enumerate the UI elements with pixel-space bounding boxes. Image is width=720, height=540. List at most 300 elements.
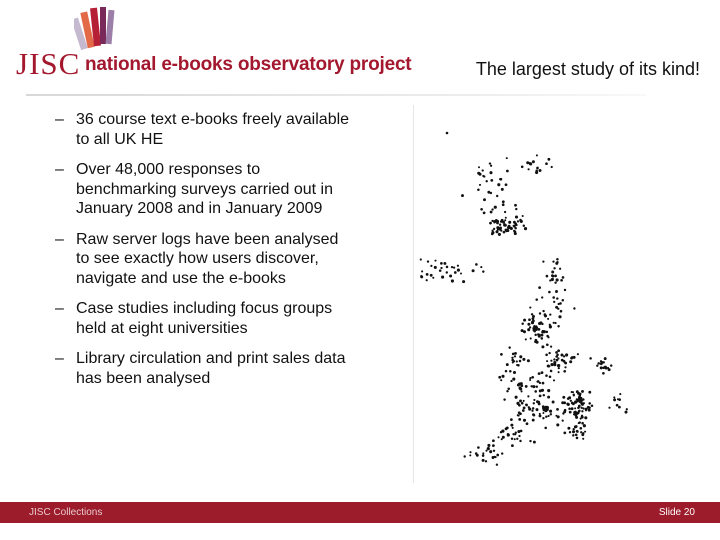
respondent-dot [545,415,547,417]
respondent-dot [538,286,541,289]
respondent-dot [527,328,530,331]
respondent-dot [508,346,510,348]
respondent-dot [503,231,506,234]
respondent-dot [535,170,537,172]
respondent-dot [487,447,490,450]
respondent-dot [529,440,531,442]
respondent-dot [613,396,615,398]
respondent-dot [446,271,448,273]
respondent-dot [446,132,449,135]
respondent-dot [553,363,556,366]
respondent-dot [541,334,544,337]
respondent-dot [453,266,455,268]
respondent-dot [532,385,535,388]
respondent-dot [580,418,582,420]
respondent-dot [551,166,553,168]
respondent-dot [478,166,480,168]
respondent-dot [469,451,471,453]
respondent-dot [625,411,628,414]
respondent-dot [519,360,522,363]
respondent-dot [477,172,480,175]
respondent-dot [591,405,594,408]
respondent-dot [560,310,563,313]
respondent-dot [597,362,600,365]
respondent-dot [554,322,556,324]
respondent-dot [546,331,549,334]
respondent-dot [577,392,580,395]
respondent-dot [547,396,550,399]
respondent-dot [502,436,505,439]
respondent-dot [546,335,549,338]
respondent-dot [521,402,524,405]
respondent-dot [505,427,508,430]
respondent-dot [569,431,571,433]
respondent-dot [426,279,428,281]
respondent-dot [460,272,462,274]
respondent-dot [518,418,521,421]
respondent-dot [475,452,478,455]
respondent-dot [616,404,619,407]
respondent-dot [558,315,561,318]
respondent-dot [514,438,516,440]
respondent-dot [539,312,541,314]
respondent-dot [542,417,544,419]
respondent-dot [579,427,582,430]
respondent-dot [507,388,510,391]
respondent-dot [514,355,516,357]
respondent-dot [575,416,578,419]
respondent-dot [553,322,555,324]
respondent-dot [571,407,574,410]
respondent-dot [557,349,560,352]
respondent-dot [569,411,572,414]
respondent-dot [538,334,540,336]
respondent-dot [514,204,517,207]
respondent-dot [472,269,475,272]
respondent-dot [519,440,521,442]
respondent-dot [498,376,501,379]
bullet-dash: – [55,350,64,367]
respondent-dot [568,408,571,411]
respondent-dot [555,262,558,265]
slide-number: Slide 20 [658,507,695,518]
respondent-dot [499,227,502,230]
respondent-dot [490,179,493,182]
respondent-dot [563,410,566,413]
respondent-dot [539,414,542,417]
respondent-dot [548,415,550,417]
respondent-dot [519,387,522,390]
respondent-dot [550,413,552,415]
respondent-dot [475,263,478,266]
respondent-dot [523,225,525,227]
respondent-dot [534,390,537,393]
respondent-dot [575,425,578,428]
respondent-dot [522,215,524,217]
respondent-dot [541,323,543,325]
respondent-dot [518,411,521,414]
respondent-dot [501,375,504,378]
respondent-dot [582,407,584,409]
respondent-dot [501,452,503,454]
respondent-dot [525,338,527,340]
respondent-dot [505,228,508,231]
respondent-dot [548,291,551,294]
respondent-dot [604,357,607,360]
bullet-text: 36 course text e-books freely available to all UK HE [76,111,350,148]
respondent-dot [513,371,516,374]
respondent-dot [519,219,522,222]
respondent-dot [506,170,509,173]
respondent-dot [542,310,544,312]
respondent-dot [510,424,513,427]
respondent-dot [555,415,557,417]
books-icon [74,4,134,54]
respondent-dot [558,303,560,305]
respondent-dot [432,277,434,279]
respondent-dot [510,418,513,421]
respondent-dot [547,389,550,392]
respondent-dot [545,162,548,165]
respondent-dot [526,422,529,425]
respondent-dot [580,399,583,402]
respondent-dot [516,360,518,362]
respondent-dot [549,313,551,315]
respondent-dot [457,265,459,267]
respondent-dot [531,313,533,315]
respondent-dot [457,269,460,272]
respondent-dot [496,195,498,197]
respondent-dot [581,410,583,412]
respondent-dot [564,289,566,291]
respondent-dot [520,384,523,387]
respondent-dot [451,279,454,282]
respondent-dot [561,401,564,404]
respondent-dot [562,396,565,399]
respondent-dot [582,438,584,440]
respondent-dot [545,374,548,377]
respondent-dot [485,460,487,462]
respondent-dot [527,395,529,397]
respondent-dot [430,274,433,277]
respondent-dot [531,376,534,379]
respondent-dot [523,400,525,402]
respondent-dot [533,402,535,404]
respondent-dot [489,222,492,225]
respondent-dot [504,211,506,213]
respondent-dot [511,438,513,440]
respondent-dot [499,224,501,226]
respondent-dot [491,220,493,222]
respondent-dot [527,359,530,362]
respondent-dot [519,355,522,358]
respondent-dot [527,323,530,326]
respondent-dot [532,317,535,320]
respondent-dot [547,365,550,368]
respondent-dot [536,408,539,411]
respondent-dot [574,407,576,409]
respondent-dot [506,157,508,159]
respondent-dot [538,403,541,406]
respondent-dot [573,356,576,359]
respondent-dot [486,180,488,182]
respondent-dot [555,351,558,354]
respondent-dot [528,408,531,411]
respondent-dot [577,407,579,409]
respondent-dot [541,389,544,392]
respondent-dot [515,208,517,210]
bullet-dash: – [55,161,64,178]
respondent-dot [556,297,558,299]
respondent-dot [511,444,514,447]
respondent-dot [552,260,554,262]
respondent-dot [555,290,558,293]
respondent-dot [490,211,493,214]
respondent-dot [549,324,551,326]
respondent-dot [532,160,535,163]
respondent-dot [554,275,557,278]
respondent-dot [440,267,442,269]
respondent-dot [542,412,544,414]
slide-footer [0,502,720,523]
respondent-dot [505,217,507,219]
respondent-dot [556,258,559,261]
respondent-dot [532,320,535,323]
respondent-dot [497,436,499,438]
respondent-dot [426,273,429,276]
respondent-dot [508,221,511,224]
respondent-dot [503,398,505,400]
respondent-dot [560,279,563,282]
respondent-dot [542,382,545,385]
respondent-dot [496,220,499,223]
respondent-dot [542,330,545,333]
respondent-dot [469,454,471,456]
respondent-dot [491,208,493,210]
respondent-dot [512,361,514,363]
respondent-dot [553,267,555,269]
respondent-dot [556,423,559,426]
respondent-dot [500,379,502,381]
respondent-dot [589,357,592,360]
respondent-dot [545,407,548,410]
respondent-dot [577,411,580,414]
respondent-dot [521,323,523,325]
respondent-dot [483,198,486,201]
respondent-dot [602,366,605,369]
respondent-dot [483,212,486,215]
respondent-dot [509,370,512,373]
respondent-dot [487,191,490,194]
respondent-dot [535,339,538,342]
respondent-dot [530,337,532,339]
respondent-dot [528,168,530,170]
respondent-dot [544,427,547,430]
respondent-dot [539,169,542,172]
respondent-dot [583,424,586,427]
respondent-dot [570,357,573,360]
respondent-dot [549,279,551,281]
respondent-dot [562,299,565,302]
respondent-dot [427,260,429,262]
respondent-dot [505,183,508,186]
respondent-dot [581,403,583,405]
respondent-dot [558,367,560,369]
respondent-dot [584,431,586,433]
respondent-dot [546,360,548,362]
slide-title: The largest study of its kind! [475,59,700,79]
respondent-dot [522,358,525,361]
respondent-dot [577,353,579,355]
respondent-dot [548,352,550,354]
respondent-dot [553,358,555,360]
respondent-dot [491,231,494,234]
respondent-dot [565,353,568,356]
respondent-dot [502,221,505,224]
respondent-dot [578,421,580,423]
respondent-dot [539,395,542,398]
respondent-dot [492,439,495,442]
respondent-dot [545,353,548,356]
respondent-dot [588,409,591,412]
respondent-dot [536,154,538,156]
respondent-dot [515,396,518,399]
respondent-dot [547,318,549,320]
respondent-dot [493,456,495,458]
respondent-dot [547,158,550,161]
respondent-dot [443,262,446,265]
respondent-dot [582,433,584,435]
respondent-dot [610,364,612,366]
bullet-item [55,299,355,338]
respondent-dot [490,165,492,167]
respondent-dot [541,296,543,298]
respondent-dot [529,379,531,381]
respondent-dot [446,266,449,269]
respondent-dot [512,353,515,356]
respondent-dot [602,361,604,363]
respondent-dot [489,171,492,174]
respondent-dot [500,178,503,181]
respondent-dot [454,271,457,274]
respondent-dot [528,318,531,321]
respondent-dot [513,221,516,224]
bullet-item [55,160,355,219]
bullet-list [55,110,355,399]
jisc-logo [14,4,414,84]
respondent-dot [496,454,499,457]
respondent-dot [477,446,480,449]
respondent-dot [563,432,566,435]
respondent-dot [556,278,559,281]
respondent-dot [584,416,587,419]
respondent-dot [572,430,575,433]
respondent-dot [550,363,553,366]
respondent-dot [482,452,484,454]
respondent-dot [580,431,582,433]
respondent-dot [506,390,508,392]
respondent-dot [479,184,481,186]
respondent-dot [518,404,521,407]
respondent-dot [421,270,423,272]
respondent-dot [562,276,565,279]
respondent-dot [613,398,616,401]
respondent-dot [513,225,515,227]
respondent-dot [515,215,518,218]
respondent-dot [430,265,432,267]
respondent-dot [575,433,578,436]
respondent-dot [536,167,539,170]
respondent-dot [534,330,536,332]
respondent-dot [563,370,566,373]
respondent-dot [529,307,531,309]
respondent-dot [524,227,527,230]
bullet-dash: – [55,111,64,128]
respondent-dot [518,435,520,437]
respondent-dot [554,282,556,284]
respondent-dot [511,357,513,359]
bullet-text: Library circulation and print sales data has been analysed [76,350,346,387]
respondent-dot [552,401,555,404]
respondent-dot [434,260,436,262]
respondent-dot [576,437,579,440]
respondent-dot [507,433,509,435]
respondent-dot [489,450,492,453]
respondent-dot [487,444,490,447]
respondent-dot [517,430,520,433]
header-divider [26,94,646,96]
respondent-dot [556,354,559,357]
respondent-dot [573,411,575,413]
respondent-dot [561,359,564,362]
respondent-dot [496,464,498,466]
respondent-dot [559,268,561,270]
respondent-dot [521,390,523,392]
respondent-dot [552,275,555,278]
respondent-dot [462,280,465,283]
respondent-dot [602,372,605,375]
respondent-dot [500,229,502,231]
respondent-dot [528,162,530,164]
respondent-dot [511,359,514,362]
respondent-dot [506,363,509,366]
respondent-dot [567,403,570,406]
respondent-dot [550,345,552,347]
respondent-dot [529,377,531,379]
respondent-dot [482,454,485,457]
respondent-dot [525,404,528,407]
respondent-dot [492,444,495,447]
respondent-dot [518,415,520,417]
respondent-dot [510,227,513,230]
respondent-dot [543,394,545,396]
respondent-dot [521,165,524,168]
respondent-dot [477,189,480,192]
respondent-dot [538,328,541,331]
respondent-dot [626,408,628,410]
respondent-dot [514,433,516,435]
respondent-dot [522,409,525,412]
bullet-dash: – [55,300,64,317]
respondent-dot [553,379,555,381]
respondent-dot [517,364,520,367]
respondent-dot [489,162,491,164]
respondent-dot [532,419,535,422]
respondent-dot [523,407,526,410]
respondent-dot [618,406,621,409]
respondent-dot [546,344,548,346]
respondent-dot [533,441,536,444]
